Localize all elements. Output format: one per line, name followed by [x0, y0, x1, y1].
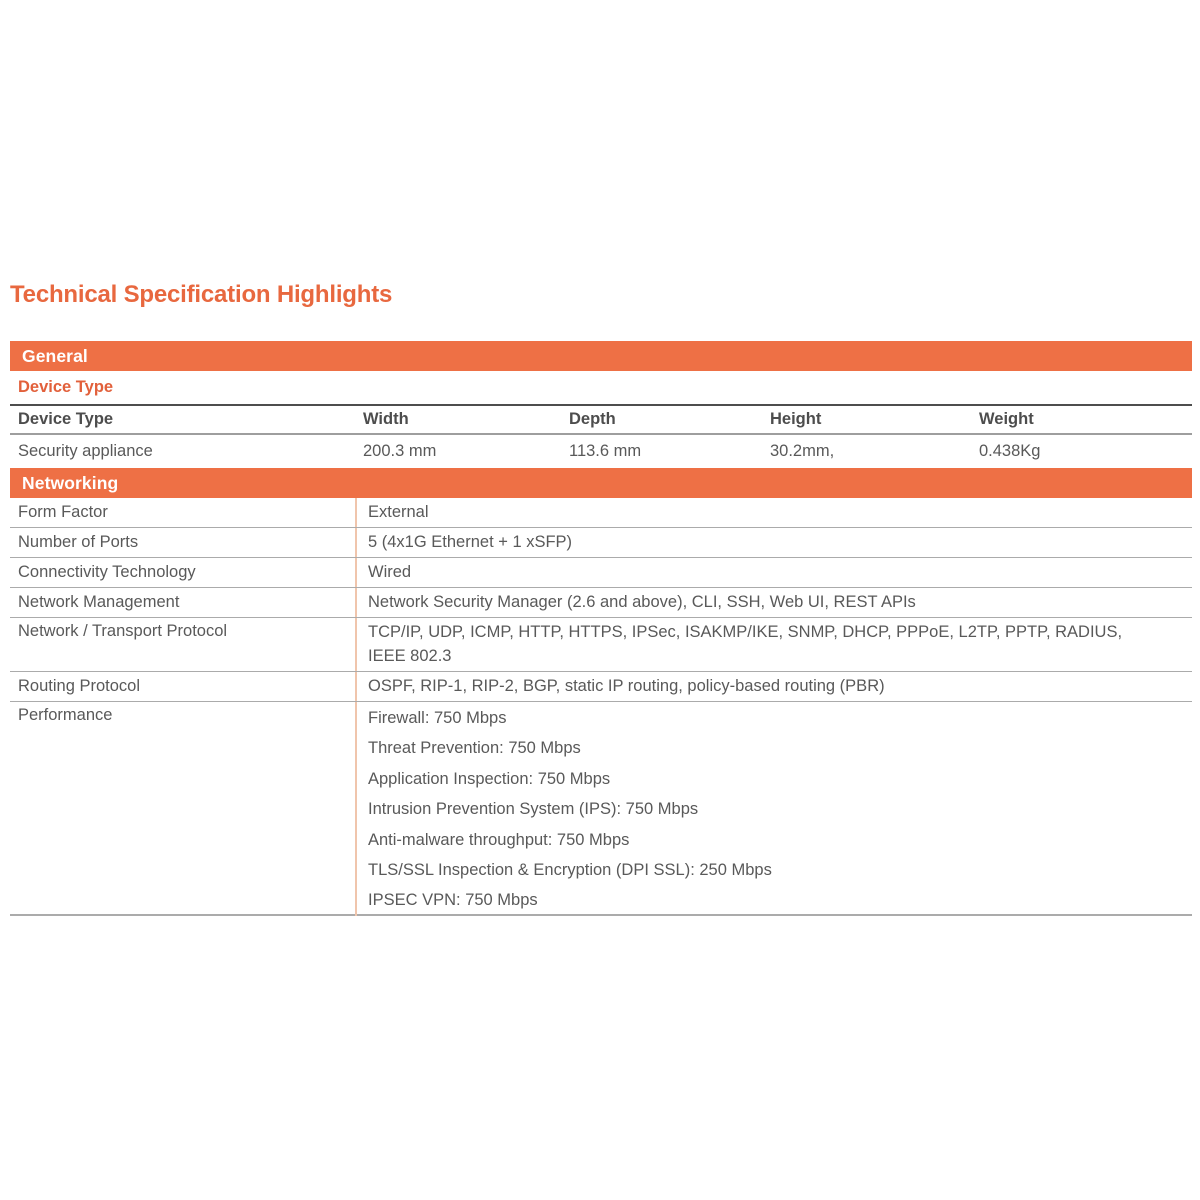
spec-row-routing-protocol	[10, 672, 1192, 702]
spec-value: OSPF, RIP-1, RIP-2, BGP, static IP routing, policy-based routing (PBR)	[355, 672, 1192, 701]
networking-section-label: Networking	[22, 473, 119, 493]
cell-height: 30.2mm,	[770, 442, 835, 460]
spec-row-form-factor	[10, 498, 1192, 528]
spec-label: Network / Transport Protocol	[18, 622, 228, 640]
column-header-height: Height	[770, 410, 822, 428]
spec-value-line: IEEE 802.3	[368, 646, 452, 665]
general-header-row	[10, 404, 1192, 435]
spec-value	[355, 702, 1192, 916]
spec-label: Form Factor	[18, 503, 108, 521]
column-header-device-type: Device Type	[18, 410, 114, 428]
column-header-weight: Weight	[979, 410, 1034, 428]
spec-value-line-tls-ssl: TLS/SSL Inspection & Encryption (DPI SSL): 250 Mbps	[368, 861, 772, 880]
spec-value-line-application-inspection: Application Inspection: 750 Mbps	[368, 769, 611, 788]
general-section-bar	[10, 341, 1192, 371]
cell-depth: 113.6 mm	[569, 442, 642, 460]
spec-table	[10, 341, 1192, 916]
device-type-subheader-label: Device Type	[18, 378, 114, 396]
spec-label: Routing Protocol	[18, 677, 140, 695]
spec-label: Connectivity Technology	[18, 563, 196, 581]
spec-value: Wired	[355, 558, 1192, 587]
spec-row-performance	[10, 702, 1192, 916]
spec-value: Network Security Manager (2.6 and above), CLI, SSH, Web UI, REST APIs	[355, 588, 1192, 617]
spec-row-network-management	[10, 588, 1192, 618]
cell-width: 200.3 mm	[363, 442, 437, 460]
spec-value: 5 (4x1G Ethernet + 1 xSFP)	[355, 528, 1192, 557]
spec-row-network-transport-protocol	[10, 618, 1192, 672]
spec-value-line-anti-malware: Anti-malware throughput: 750 Mbps	[368, 830, 630, 849]
spec-value-line-ips: Intrusion Prevention System (IPS): 750 Mbps	[368, 800, 699, 819]
general-data-row	[10, 435, 1192, 468]
cell-weight: 0.438Kg	[979, 442, 1041, 460]
column-header-width: Width	[363, 410, 409, 428]
general-section-label: General	[22, 346, 88, 366]
spec-label: Number of Ports	[18, 533, 139, 551]
spec-row-connectivity-technology	[10, 558, 1192, 588]
spec-value-line-ipsec-vpn: IPSEC VPN: 750 Mbps	[368, 891, 538, 910]
spec-value-line-firewall: Firewall: 750 Mbps	[368, 709, 507, 727]
spec-value	[355, 618, 1192, 671]
networking-section-bar	[10, 468, 1192, 498]
column-header-depth: Depth	[569, 410, 616, 428]
cell-device-type: Security appliance	[18, 442, 153, 460]
page-title: Technical Specification Highlights	[10, 281, 393, 308]
spec-value-line-threat-prevention: Threat Prevention: 750 Mbps	[368, 739, 581, 758]
spec-value: External	[355, 498, 1192, 527]
spec-label: Performance	[18, 706, 113, 724]
spec-value-line: TCP/IP, UDP, ICMP, HTTP, HTTPS, IPSec, ISAKMP/IKE, SNMP, DHCP, PPPoE, L2TP, PPTP, RADIUS,	[368, 623, 1123, 641]
device-type-subheader	[10, 371, 1192, 404]
spec-label: Network Management	[18, 593, 180, 611]
spec-row-number-of-ports	[10, 528, 1192, 558]
